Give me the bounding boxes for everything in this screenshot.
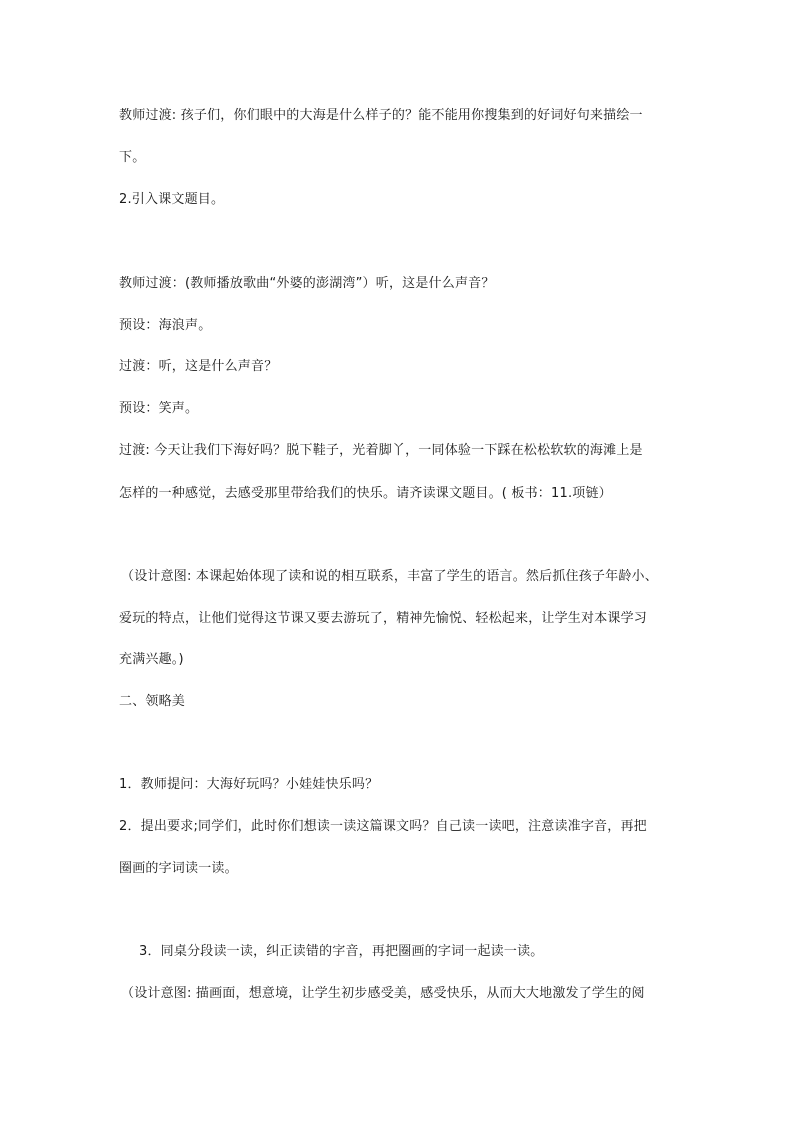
preset-laughter: 预设：笑声。 [119,401,199,416]
transition-listen: 过渡：听，这是什么声音？ [119,359,278,374]
design-intent-line3: 充满兴趣。) [119,652,184,667]
design-intent-line1: （设计意图: 本课起始体现了读和说的相互联系，丰富了学生的语言。然后抓住孩子年龄小、 [121,569,658,584]
design-intent-line2: 爱玩的特点，让他们觉得这节课又要去游玩了，精神先愉悦、轻松起来，让学生对本课学习 [119,611,648,626]
paragraph-teacher-transition-line1: 教师过渡: 孩子们，你们眼中的大海是什么样子的？能不能用你搜集到的好词好句来描绘一 [119,108,643,123]
preset-wave-sound: 预设：海浪声。 [119,318,212,333]
design-intent-2-line1: （设计意图: 描画面，想意境，让学生初步感受美，感受快乐，从而大大地激发了学生的阅 [121,986,645,1001]
paragraph-play-song: 教师过渡：(教师播放歌曲“外婆的澎湖湾”）听，这是什么声音？ [119,276,495,291]
step-3-desk-partner-reading: 3．同桌分段读一读，纠正读错的字音，再把圈画的字词一起读一读。 [139,944,544,959]
paragraph-teacher-transition-line2: 下。 [119,150,146,165]
step-introduce-title: 2.引入课文题目。 [119,192,225,207]
section-heading-appreciate-beauty: 二、领略美 [119,694,186,709]
step-2-requirement-line1: 2．提出要求;同学们，此时你们想读一读这篇课文吗？自己读一读吧，注意读准字音，再把 [119,819,647,834]
step-2-requirement-line2: 圈画的字词读一读。 [119,861,238,876]
paragraph-beach-line1: 过渡: 今天让我们下海好吗？脱下鞋子，光着脚丫，一同体验一下踩在松松软软的海滩上是 [119,443,643,458]
paragraph-beach-line2: 怎样的一种感觉，去感受那里带给我们的快乐。请齐读课文题目。( 板书：11.项链） [119,486,612,501]
step-1-teacher-question: 1．教师提问：大海好玩吗？小娃娃快乐吗？ [119,777,379,792]
